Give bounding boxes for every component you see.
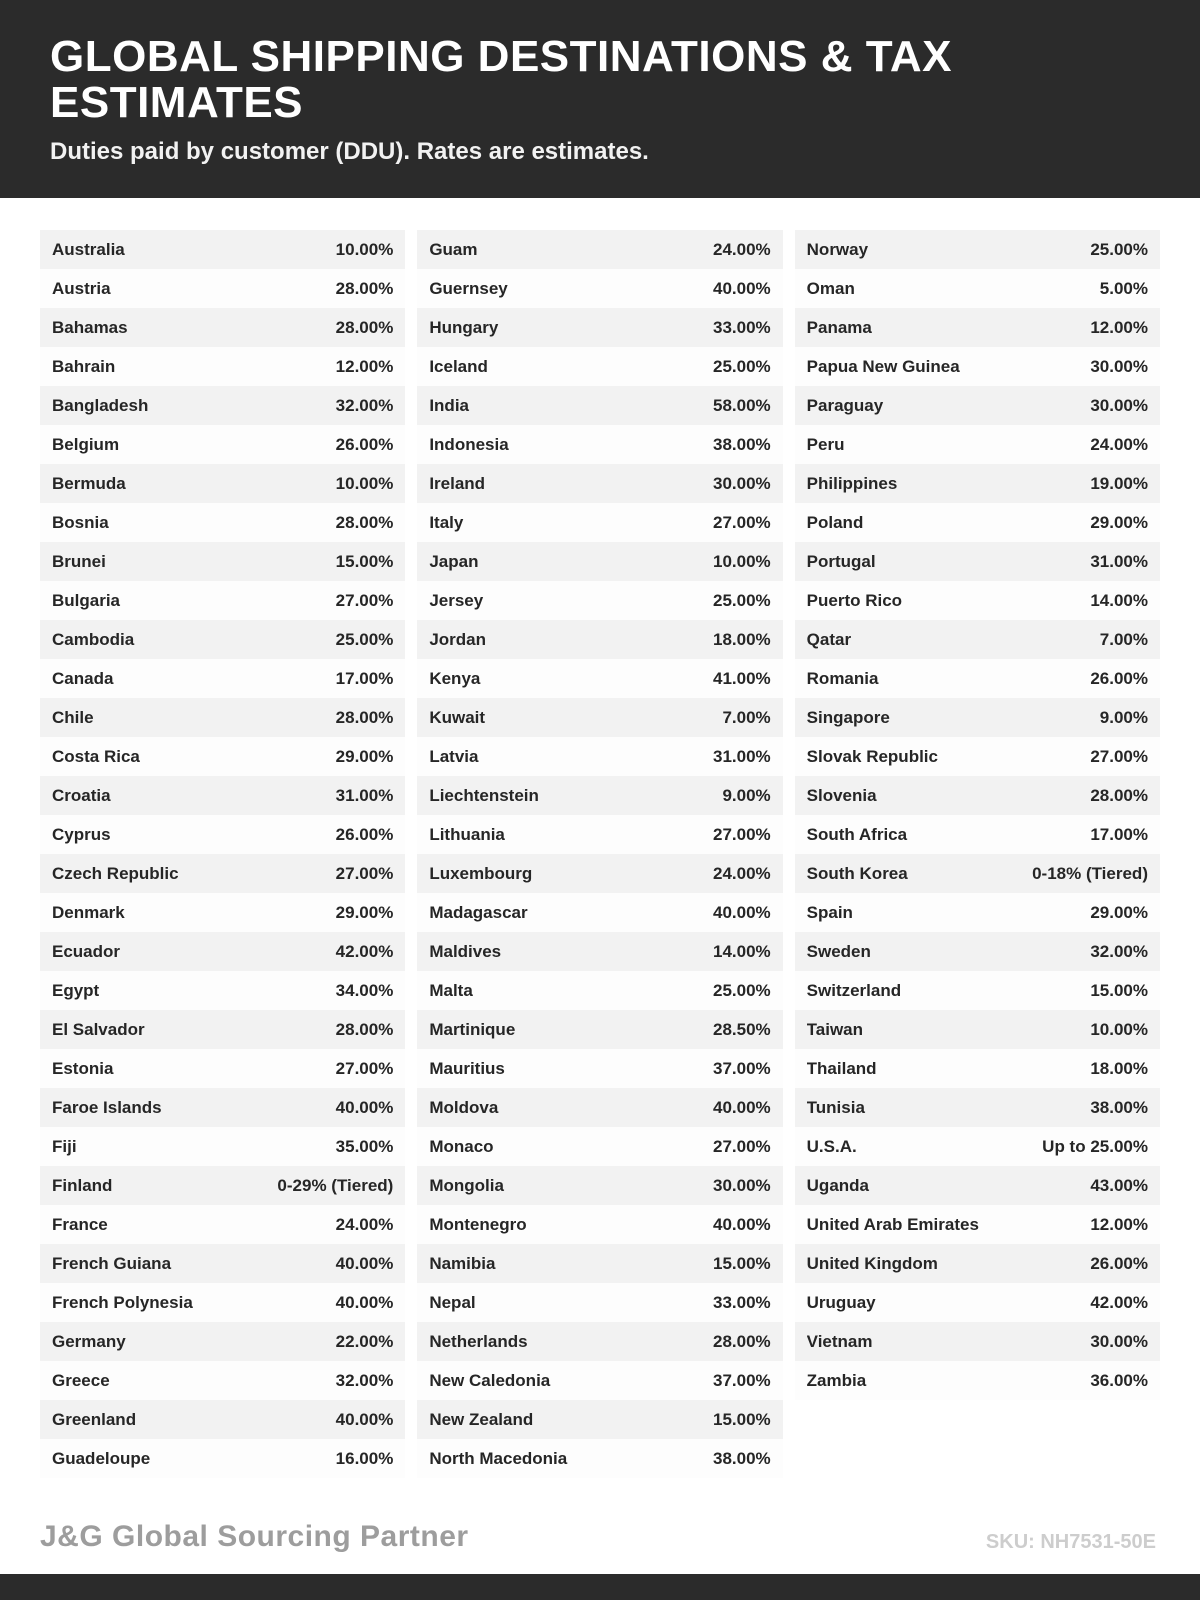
country-name: Singapore [806,707,890,727]
table-row [795,347,1160,386]
table-row [795,893,1160,932]
country-name: Greece [52,1370,110,1390]
page-header [0,0,1200,198]
tax-rate: 26.00% [1090,1253,1148,1273]
table-row [417,1322,782,1361]
country-name: Canada [52,668,114,688]
country-name: Moldova [429,1097,499,1117]
tax-rate: 24.00% [1090,434,1148,454]
country-name: Romania [806,668,879,688]
country-name: Madagascar [429,902,528,922]
country-name: Bahamas [52,317,128,337]
tax-rate: 25.00% [712,356,771,376]
tax-rate: 24.00% [712,239,771,259]
tax-rate: 12.00% [335,356,394,376]
tax-rate: 43.00% [1090,1175,1148,1195]
table-row [417,347,782,386]
table-row [40,425,405,464]
table-row [795,581,1160,620]
country-name: Uruguay [806,1292,876,1312]
brand-name: J&G Global Sourcing Partner [40,1520,469,1553]
country-name: Guadeloupe [52,1448,151,1468]
tax-rate: 32.00% [1090,941,1148,961]
table-row [40,893,405,932]
table-row [417,503,782,542]
table-row [417,659,782,698]
tax-rate: 22.00% [335,1331,394,1351]
tax-rate: 26.00% [335,434,394,454]
country-name: Tunisia [806,1097,865,1117]
tax-rate: 25.00% [1090,239,1148,259]
table-row [40,308,405,347]
country-name: France [52,1214,108,1234]
tax-rate: 15.00% [1090,980,1148,1000]
table-row [417,1205,782,1244]
country-name: Uganda [806,1175,869,1195]
table-row [40,230,405,269]
country-name: India [429,395,469,415]
country-name: Mauritius [429,1058,505,1078]
table-row [795,1166,1160,1205]
tax-rate: 14.00% [1090,590,1148,610]
country-name: Paraguay [806,395,884,415]
country-name: Denmark [52,902,125,922]
tax-rate: 30.00% [1090,356,1148,376]
table-row [795,386,1160,425]
sku-label: SKU: NH7531-50E [985,1531,1156,1553]
country-name: Japan [429,551,479,571]
table-row [417,269,782,308]
tax-rate: 30.00% [712,1175,771,1195]
table-row [40,1400,405,1439]
country-name: Taiwan [806,1019,864,1039]
country-name: Qatar [806,629,852,649]
country-name: Slovak Republic [806,746,938,766]
table-row [795,464,1160,503]
table-column-3 [795,230,1160,1400]
tax-rate: 24.00% [712,863,771,883]
tax-rate: 41.00% [712,668,771,688]
table-row [40,1127,405,1166]
table-row [795,1283,1160,1322]
tax-rate: 28.00% [1090,785,1148,805]
tax-rate: 14.00% [712,941,771,961]
table-row [40,1205,405,1244]
table-row [795,854,1160,893]
tax-rate: 27.00% [1090,746,1148,766]
tax-rate: 27.00% [335,1058,394,1078]
footer [0,1520,1200,1574]
table-row [795,659,1160,698]
table-row [417,620,782,659]
table-row [417,1244,782,1283]
table-row [417,425,782,464]
table-row [795,1010,1160,1049]
tax-rate: 36.00% [1090,1370,1148,1390]
tax-rate: 30.00% [1090,395,1148,415]
tax-rate: 37.00% [712,1058,771,1078]
tax-rate: 28.50% [712,1019,771,1039]
country-name: Bosnia [52,512,109,532]
table-column-1 [40,230,405,1478]
tax-rate: 31.00% [1090,551,1148,571]
country-name: Indonesia [429,434,509,454]
table-row [417,581,782,620]
country-name: Cyprus [52,824,111,844]
table-row [417,737,782,776]
table-row [417,386,782,425]
table-row [40,698,405,737]
table-row [40,269,405,308]
country-name: Bahrain [52,356,116,376]
country-name: Austria [52,278,111,298]
country-name: Panama [806,317,872,337]
tax-rate: 33.00% [712,317,771,337]
tax-rate: 29.00% [1090,512,1148,532]
tax-rate: 31.00% [712,746,771,766]
tax-rate: 27.00% [712,1136,771,1156]
tax-rate: 26.00% [1090,668,1148,688]
table-row [795,425,1160,464]
tax-rate: 40.00% [712,1214,771,1234]
table-row [40,386,405,425]
tax-rate: Up to 25.00% [1042,1136,1148,1156]
tax-rate: 28.00% [335,1019,394,1039]
table-row [795,269,1160,308]
table-row [417,464,782,503]
table-row [417,1361,782,1400]
tax-rate: 40.00% [335,1409,394,1429]
country-name: Jordan [429,629,487,649]
country-name: Chile [52,707,94,727]
tax-rate: 32.00% [335,1370,394,1390]
table-row [795,932,1160,971]
tax-rate: 9.00% [722,785,771,805]
page-subtitle: Duties paid by customer (DDU). Rates are estimates. [50,138,649,166]
table-row [417,1088,782,1127]
tax-rate: 10.00% [335,239,394,259]
country-name: Hungary [429,317,499,337]
country-name: French Guiana [52,1253,172,1273]
tax-rate: 25.00% [712,590,771,610]
tax-rate: 15.00% [712,1409,771,1429]
country-name: Lithuania [429,824,505,844]
country-name: Greenland [52,1409,137,1429]
table-row [40,1166,405,1205]
country-name: Belgium [52,434,120,454]
country-name: Liechtenstein [429,785,539,805]
country-name: Portugal [806,551,876,571]
tax-rate: 28.00% [335,278,394,298]
tax-rate: 38.00% [712,434,771,454]
country-name: El Salvador [52,1019,145,1039]
table-row [795,503,1160,542]
table-row [417,893,782,932]
country-name: Netherlands [429,1331,528,1351]
country-name: Kuwait [429,707,486,727]
country-name: Oman [806,278,855,298]
tax-rate: 38.00% [1090,1097,1148,1117]
table-row [417,1010,782,1049]
tax-rate: 42.00% [1090,1292,1148,1312]
table-row [40,503,405,542]
country-name: Bermuda [52,473,126,493]
tax-rate: 40.00% [712,902,771,922]
country-name: South Korea [806,863,908,883]
table-row [795,230,1160,269]
table-row [417,698,782,737]
tax-rate: 17.00% [1090,824,1148,844]
table-row [417,1400,782,1439]
country-name: Philippines [806,473,898,493]
tax-rate: 27.00% [335,590,394,610]
country-name: Croatia [52,785,111,805]
table-row [417,1439,782,1478]
country-name: Estonia [52,1058,114,1078]
table-row [40,776,405,815]
country-name: Costa Rica [52,746,140,766]
country-name: Malta [429,980,473,1000]
table-row [795,1049,1160,1088]
tax-rate: 7.00% [722,707,771,727]
table-row [795,1361,1160,1400]
tax-rate: 40.00% [712,1097,771,1117]
country-name: South Africa [806,824,908,844]
country-name: Latvia [429,746,479,766]
table-row [795,1322,1160,1361]
table-row [40,659,405,698]
tax-rate: 33.00% [712,1292,771,1312]
tax-rate: 28.00% [335,707,394,727]
table-row [417,1166,782,1205]
tax-rate: 27.00% [712,512,771,532]
tax-rate: 16.00% [335,1448,394,1468]
table-row [795,698,1160,737]
tax-rate: 7.00% [1099,629,1148,649]
tax-rate: 25.00% [712,980,771,1000]
tax-rate: 28.00% [712,1331,771,1351]
table-row [40,1088,405,1127]
country-name: Namibia [429,1253,496,1273]
country-name: New Zealand [429,1409,534,1429]
table-row [417,1283,782,1322]
country-name: Thailand [806,1058,877,1078]
table-row [795,1205,1160,1244]
country-name: Spain [806,902,853,922]
tax-rate: 27.00% [712,824,771,844]
table-row [40,737,405,776]
country-name: Bulgaria [52,590,121,610]
country-name: Brunei [52,551,106,571]
tax-rate: 12.00% [1090,317,1148,337]
country-name: Egypt [52,980,100,1000]
table-row [795,308,1160,347]
table-row [40,815,405,854]
table-row [417,1127,782,1166]
tax-rate: 15.00% [335,551,394,571]
table-column-2 [417,230,782,1478]
tax-rate: 10.00% [1090,1019,1148,1039]
country-name: Poland [806,512,864,532]
country-name: North Macedonia [429,1448,568,1468]
tax-rate: 17.00% [335,668,394,688]
tax-rate: 58.00% [712,395,771,415]
country-name: Guam [429,239,478,259]
table-row [40,620,405,659]
table-row [40,932,405,971]
bottom-bar [0,1574,1200,1600]
tax-rate: 5.00% [1099,278,1148,298]
country-name: Ecuador [52,941,121,961]
tax-rate: 18.00% [1090,1058,1148,1078]
country-name: New Caledonia [429,1370,551,1390]
table-row [40,542,405,581]
tax-rate: 28.00% [335,512,394,532]
table-row [417,1049,782,1088]
table-row [795,971,1160,1010]
table-row [40,1439,405,1478]
country-name: Iceland [429,356,488,376]
country-name: Slovenia [806,785,877,805]
tax-rate: 35.00% [335,1136,394,1156]
page-title: GLOBAL SHIPPING DESTINATIONS & TAX ESTIMATES [50,32,952,128]
tax-rate: 12.00% [1090,1214,1148,1234]
tax-table [0,198,1200,1520]
country-name: Jersey [429,590,484,610]
country-name: Czech Republic [52,863,179,883]
tax-rate: 38.00% [712,1448,771,1468]
country-name: Germany [52,1331,126,1351]
country-name: United Arab Emirates [806,1214,979,1234]
table-row [417,776,782,815]
table-row [40,854,405,893]
table-columns [40,230,1160,1478]
tax-rate: 24.00% [335,1214,394,1234]
table-row [417,932,782,971]
country-name: Puerto Rico [806,590,903,610]
country-name: Monaco [429,1136,494,1156]
tax-rate: 32.00% [335,395,394,415]
table-row [40,1361,405,1400]
table-row [40,347,405,386]
country-name: French Polynesia [52,1292,193,1312]
country-name: Montenegro [429,1214,527,1234]
tax-rate: 0-18% (Tiered) [1032,863,1148,883]
country-name: Finland [52,1175,113,1195]
table-row [417,854,782,893]
country-name: Nepal [429,1292,476,1312]
table-row [417,542,782,581]
table-row [417,230,782,269]
tax-rate: 15.00% [712,1253,771,1273]
country-name: Mongolia [429,1175,504,1195]
tax-rate: 29.00% [335,902,394,922]
country-name: Peru [806,434,845,454]
table-row [40,971,405,1010]
country-name: Luxembourg [429,863,533,883]
tax-rate: 19.00% [1090,473,1148,493]
country-name: U.S.A. [806,1136,857,1156]
table-row [795,815,1160,854]
tax-rate: 26.00% [335,824,394,844]
table-row [795,1088,1160,1127]
tax-rate: 28.00% [335,317,394,337]
tax-rate: 34.00% [335,980,394,1000]
table-row [40,581,405,620]
tax-rate: 42.00% [335,941,394,961]
tax-rate: 10.00% [712,551,771,571]
tax-rate: 40.00% [712,278,771,298]
tax-rate: 9.00% [1099,707,1148,727]
country-name: Australia [52,239,125,259]
tax-rate: 30.00% [712,473,771,493]
country-name: Vietnam [806,1331,873,1351]
country-name: United Kingdom [806,1253,938,1273]
tax-rate: 10.00% [335,473,394,493]
country-name: Sweden [806,941,871,961]
country-name: Ireland [429,473,486,493]
tax-rate: 29.00% [1090,902,1148,922]
country-name: Faroe Islands [52,1097,162,1117]
table-row [795,776,1160,815]
tax-rate: 40.00% [335,1253,394,1273]
country-name: Martinique [429,1019,516,1039]
country-name: Switzerland [806,980,902,1000]
table-row [40,1283,405,1322]
country-name: Italy [429,512,464,532]
tax-rate: 29.00% [335,746,394,766]
table-row [795,737,1160,776]
tax-rate: 40.00% [335,1292,394,1312]
country-name: Fiji [52,1136,77,1156]
tax-rate: 27.00% [335,863,394,883]
tax-rate: 25.00% [335,629,394,649]
tax-rate: 18.00% [712,629,771,649]
table-row [795,620,1160,659]
table-row [40,1010,405,1049]
country-name: Norway [806,239,869,259]
tax-rate: 37.00% [712,1370,771,1390]
table-row [795,542,1160,581]
country-name: Maldives [429,941,502,961]
country-name: Papua New Guinea [806,356,960,376]
tax-rate: 30.00% [1090,1331,1148,1351]
table-row [40,1244,405,1283]
table-row [417,308,782,347]
table-row [417,815,782,854]
table-row [40,464,405,503]
country-name: Cambodia [52,629,135,649]
country-name: Zambia [806,1370,867,1390]
table-row [795,1244,1160,1283]
table-row [795,1127,1160,1166]
tax-rate: 40.00% [335,1097,394,1117]
tax-rate: 31.00% [335,785,394,805]
country-name: Guernsey [429,278,508,298]
tax-rate: 0-29% (Tiered) [277,1175,394,1195]
country-name: Kenya [429,668,481,688]
table-row [417,971,782,1010]
table-row [40,1049,405,1088]
country-name: Bangladesh [52,395,149,415]
table-row [40,1322,405,1361]
